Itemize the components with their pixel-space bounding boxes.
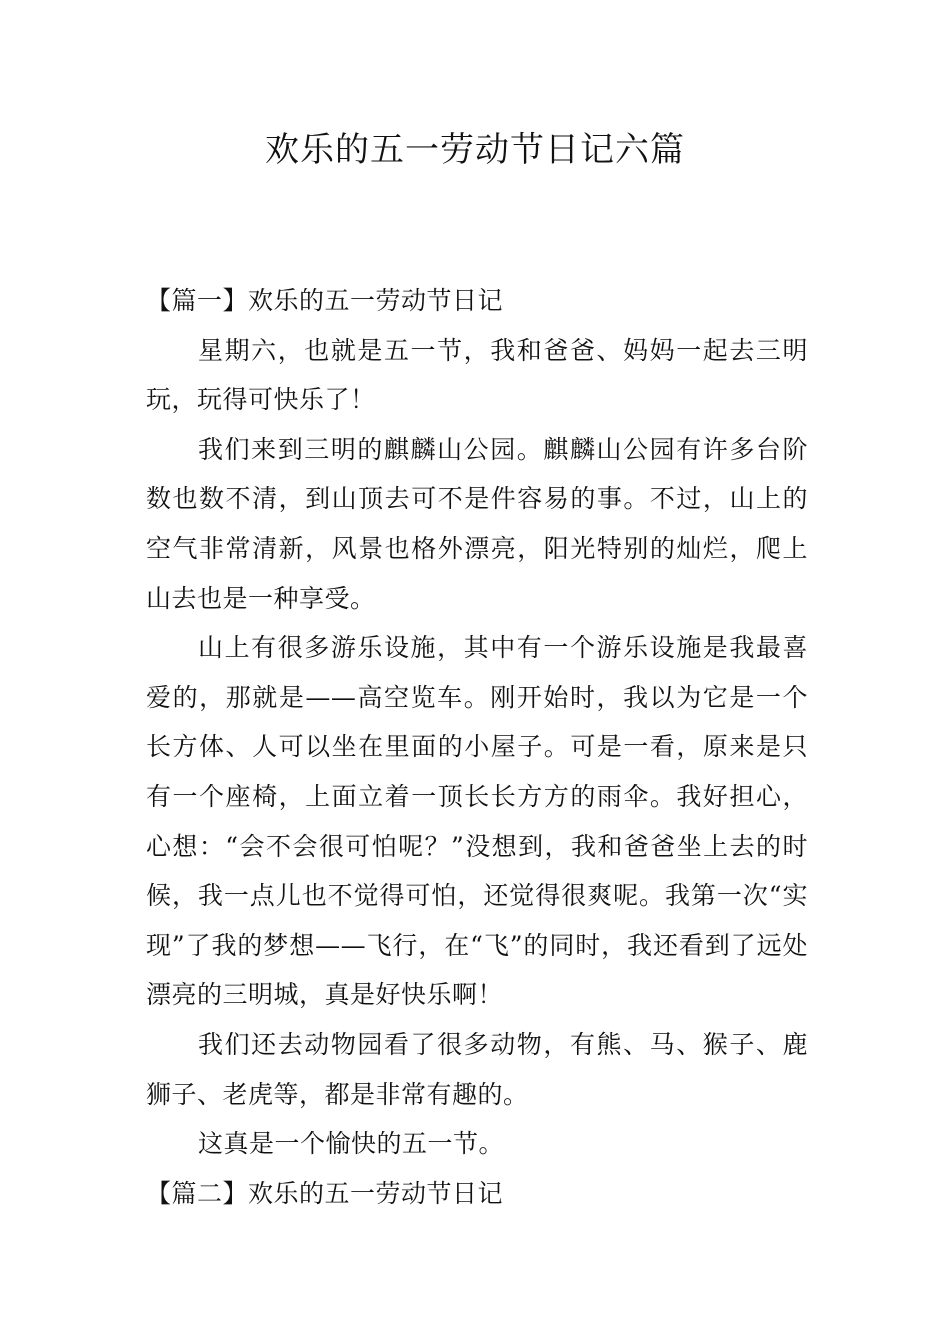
document-title: 欢乐的五一劳动节日记六篇	[265, 130, 685, 170]
document-body	[146, 276, 808, 1218]
paragraph-1: 星期六，也就是五一节，我和爸爸、妈妈一起去三明玩，玩得可快乐了！	[146, 335, 808, 415]
section-heading-2: 【篇二】欢乐的五一劳动节日记	[146, 1178, 504, 1208]
section-heading-1: 【篇一】欢乐的五一劳动节日记	[146, 286, 504, 315]
paragraph-2: 我们来到三明的麒麟山公园。麒麟山公园有许多台阶数也数不清，到山顶去可不是件容易的事。不过，山上的空气非常清新，风景也格外漂亮，阳光特别的灿烂，爬上山去也是一种享受。	[146, 434, 808, 613]
paragraph-4: 我们还去动物园看了很多动物，有熊、马、猴子、鹿狮子、老虎等，都是非常有趣的。	[146, 1029, 808, 1109]
paragraph-5: 这真是一个愉快的五一节。	[198, 1129, 505, 1159]
paragraph-3: 山上有很多游乐设施，其中有一个游乐设施是我最喜爱的，那就是——高空览车。刚开始时，我以为它是一个长方体、人可以坐在里面的小屋子。可是一看，原来是只有一个座椅，上面立着一顶长长方方的雨伞。我好担心，心想：“会不会很可怕呢？”没想到，我和爸爸坐上去的时候，我一点儿也不觉得可怕，还觉得很爽呢。我第一次“实现”了我的梦想——飞行，在“飞”的同时，我还看到了远处漂亮的三明城，真是好快乐啊！	[146, 633, 808, 1010]
